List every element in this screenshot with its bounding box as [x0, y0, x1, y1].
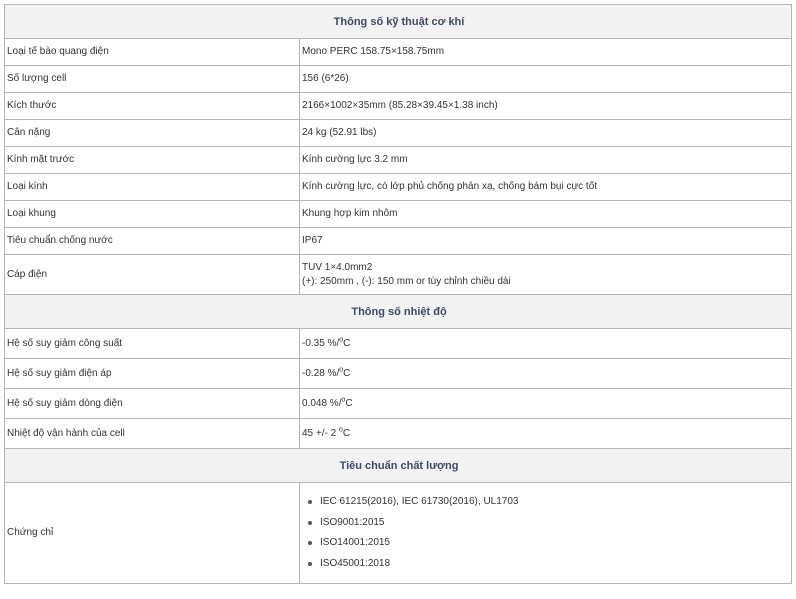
spec-label: Cân nặng — [5, 120, 300, 147]
spec-value — [300, 329, 792, 359]
degree-sup: o — [341, 396, 346, 404]
degree-sup: o — [338, 426, 343, 434]
spec-label: Hệ số suy giảm công suất — [5, 329, 300, 359]
spec-label: Hệ số suy giảm điện áp — [5, 359, 300, 389]
value-number: -0.28 %/ — [302, 367, 340, 379]
spec-label: Loại khung — [5, 201, 300, 228]
value-unit: C — [345, 397, 353, 409]
section-title: Thông số kỹ thuật cơ khí — [5, 5, 792, 39]
table-row — [5, 329, 792, 359]
value-unit: C — [343, 367, 351, 379]
spec-value: Kính cường lực, có lớp phủ chống phản xạ, chống bám bụi cực tốt — [300, 174, 792, 201]
table-row — [5, 120, 792, 147]
value-number: -0.35 %/ — [302, 337, 340, 349]
table-row — [5, 147, 792, 174]
table-row — [5, 228, 792, 255]
list-item: IEC 61215(2016), IEC 61730(2016), UL1703 — [320, 492, 791, 513]
degree-sup: o — [339, 336, 344, 344]
table-row — [5, 255, 792, 295]
spec-value: 2166×1002×35mm (85.28×39.45×1.38 inch) — [300, 93, 792, 120]
value-number: 45 +/- 2 — [302, 427, 339, 439]
spec-value: Mono PERC 158.75×158.75mm — [300, 39, 792, 66]
table-row — [5, 419, 792, 449]
cert-list-cell — [300, 483, 792, 584]
spec-label: Nhiệt độ vận hành của cell — [5, 419, 300, 449]
section-header-quality — [5, 449, 792, 483]
table-row — [5, 39, 792, 66]
spec-value: 156 (6*26) — [300, 66, 792, 93]
spec-value — [300, 419, 792, 449]
spec-label: Kính mặt trước — [5, 147, 300, 174]
spec-label: Loại kính — [5, 174, 300, 201]
spec-value: 24 kg (52.91 lbs) — [300, 120, 792, 147]
degree-sup: o — [339, 366, 344, 374]
spec-value: Khung hợp kim nhôm — [300, 201, 792, 228]
section-title: Tiêu chuẩn chất lượng — [5, 449, 792, 483]
spec-label: Hệ số suy giảm dòng điện — [5, 389, 300, 419]
value-unit: C — [342, 427, 351, 439]
table-row — [5, 389, 792, 419]
table-row — [5, 359, 792, 389]
spec-label: Số lượng cell — [5, 66, 300, 93]
spec-value — [300, 359, 792, 389]
value-number: 0.048 %/ — [302, 397, 342, 409]
table-row — [5, 174, 792, 201]
spec-value: Kính cường lực 3.2 mm — [300, 147, 792, 174]
list-item: ISO9001:2015 — [320, 513, 791, 534]
spec-label: Tiêu chuẩn chống nước — [5, 228, 300, 255]
section-header-temperature — [5, 295, 792, 329]
section-title: Thông số nhiệt độ — [5, 295, 792, 329]
spec-label: Cáp điện — [5, 255, 300, 295]
spec-value: IP67 — [300, 228, 792, 255]
spec-label: Chứng chỉ — [5, 483, 300, 584]
section-header-mechanical — [5, 5, 792, 39]
spec-label: Kích thước — [5, 93, 300, 120]
table-row — [5, 93, 792, 120]
spec-table — [4, 4, 792, 584]
list-item: ISO45001:2018 — [320, 554, 791, 575]
spec-value — [300, 389, 792, 419]
spec-value-cable — [300, 255, 792, 295]
table-row — [5, 201, 792, 228]
value-unit: C — [343, 337, 351, 349]
cable-line-2: (+): 250mm , (-): 150 mm or tùy chỉnh chiều dài — [302, 275, 511, 287]
list-item: ISO14001:2015 — [320, 533, 791, 554]
spec-label: Loại tế bào quang điện — [5, 39, 300, 66]
cert-list — [302, 492, 791, 574]
table-row — [5, 66, 792, 93]
cable-line-1: TUV 1×4.0mm2 — [302, 261, 373, 273]
table-row — [5, 483, 792, 584]
